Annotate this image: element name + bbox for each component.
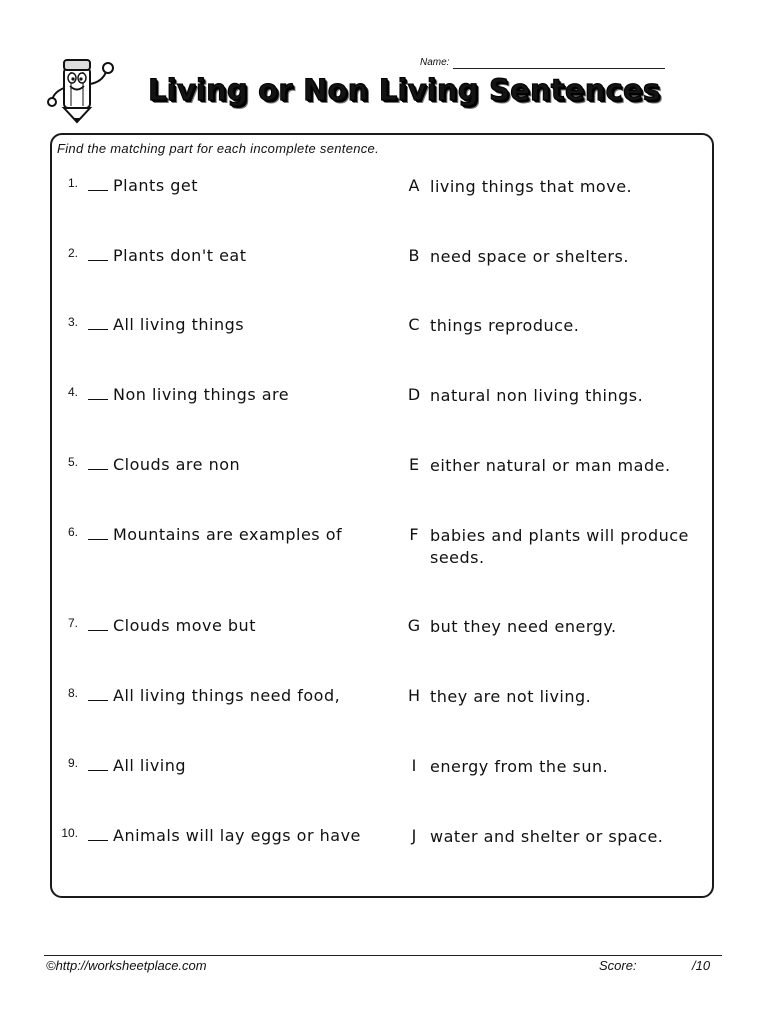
question-number: 2. [67,246,78,260]
sentence-stem: Plants get [113,176,199,195]
answer-blank[interactable] [88,399,108,400]
sentence-ending: energy from the sun. [430,757,609,776]
score-total: /10 [692,958,711,973]
footer-divider [44,955,722,956]
sentence-ending: need space or shelters. [430,247,629,266]
answer-blank[interactable] [88,190,108,191]
answer-blank[interactable] [88,469,108,470]
option-letter: F [409,525,419,544]
answer-blank[interactable] [88,329,108,330]
answer-blank[interactable] [88,700,108,701]
worksheet-title: Living or Non Living Sentences [148,73,661,107]
question-number: 8. [67,686,78,700]
sentence-stem: Clouds are non [113,455,241,474]
option-letter: B [408,246,420,265]
answer-blank[interactable] [88,630,108,631]
question-number: 10. [61,826,78,840]
sentence-stem: All living things [113,315,245,334]
sentence-ending: they are not living. [430,687,592,706]
question-number: 9. [67,756,78,770]
name-label: Name: [420,57,450,68]
question-number: 1. [67,176,78,190]
sentence-stem: Plants don't eat [113,246,247,265]
copyright-text: ©http://worksheetplace.com [46,958,207,973]
question-number: 6. [67,525,78,539]
sentence-ending: things reproduce. [430,316,580,335]
sentence-ending: either natural or man made. [430,456,671,475]
option-letter: C [408,315,420,334]
option-letter: A [408,176,420,195]
option-letter: I [411,756,417,775]
instruction-text: Find the matching part for each incomplete sentence. [57,141,379,156]
pencil-mascot-icon [44,54,126,126]
question-number: 7. [67,616,78,630]
option-letter: J [411,826,417,845]
sentence-stem: Non living things are [113,385,290,404]
sentence-ending: natural non living things. [430,386,644,405]
sentence-stem: Clouds move but [113,616,256,635]
sentence-stem: All living [113,756,187,775]
score-label: Score: [599,958,637,973]
question-number: 5. [67,455,78,469]
name-field-line[interactable] [453,68,665,69]
sentence-stem: All living things need food, [113,686,341,705]
sentence-stem: Animals will lay eggs or have [113,826,361,845]
answer-blank[interactable] [88,840,108,841]
sentence-ending: but they need energy. [430,617,617,636]
answer-blank[interactable] [88,539,108,540]
option-letter: E [408,455,420,474]
answer-blank[interactable] [88,260,108,261]
sentence-ending: babies and plants will produce seeds. [430,526,689,567]
option-letter: D [407,385,421,404]
question-number: 4. [67,385,78,399]
sentence-stem: Mountains are examples of [113,525,343,544]
answer-blank[interactable] [88,770,108,771]
option-letter: G [407,616,421,635]
sentence-ending: living things that move. [430,177,633,196]
sentence-ending: water and shelter or space. [430,827,664,846]
option-letter: H [407,686,421,705]
question-number: 3. [67,315,78,329]
